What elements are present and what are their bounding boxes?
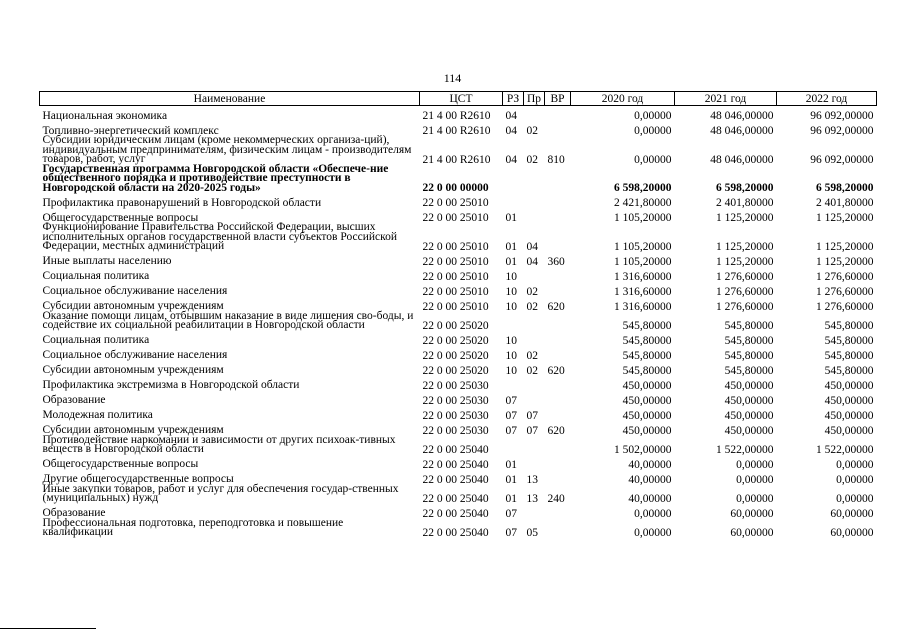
cell-2022: 0,00000 xyxy=(836,473,874,486)
cell-name: Профилактика экстремизма в Новгородской области xyxy=(42,379,300,391)
cell-vr xyxy=(545,519,571,538)
cell-name: Национальная экономика xyxy=(42,109,168,122)
cell-name: Профессиональная подготовка, переподготовка и повышение квалификации xyxy=(42,516,344,538)
cell-2020: 545,80000 xyxy=(622,319,672,332)
cell-vr xyxy=(545,406,571,421)
table-row xyxy=(40,223,877,252)
cell-2020: 1 105,20000 xyxy=(614,240,672,253)
cell-vr: 810 xyxy=(547,153,565,166)
cell-name: Социальная политика xyxy=(42,334,150,346)
cell-pr xyxy=(524,331,545,346)
cell-name: Общегосударственные вопросы xyxy=(42,458,199,470)
cell-cst: 22 0 00 25020 xyxy=(422,319,489,332)
cell-2021: 545,80000 xyxy=(724,349,774,362)
table-row xyxy=(40,346,877,361)
cell-cst: 22 0 00 25040 xyxy=(422,443,489,456)
cell-2020: 450,00000 xyxy=(622,379,672,392)
cell-pr: 13 xyxy=(526,492,538,505)
cell-rz: 10 xyxy=(505,300,517,313)
cell-vr: 620 xyxy=(547,424,565,437)
cell-rz xyxy=(503,312,524,331)
cell-rz: 07 xyxy=(505,394,517,407)
cell-name: Субсидии автономным учреждениям xyxy=(42,300,224,312)
cell-pr xyxy=(524,165,545,194)
cell-cst: 22 0 00 25040 xyxy=(422,526,489,539)
table-row xyxy=(40,391,877,406)
cell-vr xyxy=(545,282,571,297)
cell-vr xyxy=(545,346,571,361)
cell-2020: 450,00000 xyxy=(622,394,672,407)
cell-2022: 0,00000 xyxy=(836,492,874,505)
cell-cst: 21 4 00 R2610 xyxy=(422,153,491,166)
cell-name: Субсидии автономным учреждениям xyxy=(42,424,224,436)
cell-2021: 1 125,20000 xyxy=(716,255,774,268)
cell-pr xyxy=(524,106,545,122)
cell-2022: 1 276,60000 xyxy=(816,285,874,298)
cell-2021: 1 276,60000 xyxy=(716,270,774,283)
cell-cst: 22 0 00 25010 xyxy=(422,255,489,268)
cell-vr xyxy=(545,455,571,470)
cell-cst: 22 0 00 25020 xyxy=(422,334,489,347)
cell-2020: 545,80000 xyxy=(622,349,672,362)
cell-name: Государственная программа Новгородской области «Обеспече-ние общественного порядка и противодействие преступности в Новгородской области на 2020-2025 годы» xyxy=(42,162,389,194)
cell-2020: 1 105,20000 xyxy=(614,212,672,224)
cell-cst: 22 0 00 25030 xyxy=(422,409,489,422)
cell-vr xyxy=(545,193,571,208)
cell-name: Субсидии автономным учреждениям xyxy=(42,364,224,376)
cell-rz: 10 xyxy=(505,364,517,377)
cell-2021: 60,00000 xyxy=(730,526,774,539)
cell-rz xyxy=(503,436,524,455)
cell-2021: 0,00000 xyxy=(736,473,774,486)
cell-cst: 22 0 00 25020 xyxy=(422,364,489,377)
cell-rz: 01 xyxy=(505,212,517,224)
table-row xyxy=(40,312,877,331)
table-row xyxy=(40,106,877,122)
cell-rz: 01 xyxy=(505,473,517,486)
cell-name: Профилактика правонарушений в Новгородской области xyxy=(42,196,322,209)
cell-2022: 545,80000 xyxy=(824,334,874,347)
cell-2020: 40,00000 xyxy=(628,473,672,486)
cell-name: Иные закупки товаров, работ и услуг для обеспечения государ-ственных (муниципальных) нужд xyxy=(42,482,399,504)
cell-pr: 02 xyxy=(526,349,538,362)
cell-rz: 10 xyxy=(505,349,517,362)
cell-2022: 1 276,60000 xyxy=(816,270,874,283)
table-row xyxy=(40,136,877,165)
cell-cst: 22 0 00 25040 xyxy=(422,473,489,486)
cell-2022: 96 092,00000 xyxy=(810,125,874,137)
table-row xyxy=(40,252,877,267)
cell-2022: 1 125,20000 xyxy=(816,255,874,268)
cell-cst: 22 0 00 25010 xyxy=(422,212,489,224)
cell-pr xyxy=(524,267,545,282)
cell-pr: 07 xyxy=(526,424,538,437)
cell-2022: 545,80000 xyxy=(824,364,874,377)
header-name: Наименование xyxy=(40,92,420,106)
footnote-divider xyxy=(0,628,96,629)
cell-cst: 21 4 00 R2610 xyxy=(422,110,491,122)
cell-pr xyxy=(524,312,545,331)
cell-2020: 1 502,00000 xyxy=(614,443,672,456)
table-row xyxy=(40,519,877,538)
cell-vr xyxy=(545,312,571,331)
cell-vr xyxy=(545,165,571,194)
cell-2022: 6 598,20000 xyxy=(816,182,874,194)
table-row xyxy=(40,361,877,376)
cell-rz: 04 xyxy=(505,125,517,137)
cell-2022: 545,80000 xyxy=(824,319,874,332)
cell-2022: 1 522,00000 xyxy=(816,443,874,456)
cell-2020: 450,00000 xyxy=(622,424,672,437)
cell-vr xyxy=(545,106,571,122)
cell-rz: 01 xyxy=(505,255,517,268)
cell-rz: 01 xyxy=(505,492,517,505)
header-2021: 2021 год xyxy=(675,92,777,106)
cell-2022: 450,00000 xyxy=(824,394,874,407)
cell-name: Противодействие наркомании и зависимости от других психоак-тивных веществ в Новгородской области xyxy=(42,433,396,455)
table-row xyxy=(40,267,877,282)
cell-rz: 10 xyxy=(505,285,517,298)
cell-pr xyxy=(524,436,545,455)
cell-name: Иные выплаты населению xyxy=(42,255,172,267)
cell-rz xyxy=(503,376,524,391)
cell-2022: 96 092,00000 xyxy=(810,153,874,166)
cell-2021: 2 401,80000 xyxy=(716,197,774,209)
cell-rz xyxy=(503,193,524,208)
cell-2021: 545,80000 xyxy=(724,334,774,347)
cell-cst: 22 0 00 25020 xyxy=(422,349,489,362)
cell-vr xyxy=(545,331,571,346)
cell-2020: 1 316,60000 xyxy=(614,300,672,313)
cell-name: Функционирование Правительства Российской Федерации, высших исполнительных органов государственной власти субъектов Российской Федерации, местных администраций xyxy=(42,221,398,252)
cell-2021: 1 522,00000 xyxy=(716,443,774,456)
cell-name: Социальная политика xyxy=(42,270,150,282)
cell-cst: 22 0 00 25040 xyxy=(422,458,489,471)
cell-2021: 545,80000 xyxy=(724,364,774,377)
header-2022: 2022 год xyxy=(777,92,877,106)
cell-2022: 1 276,60000 xyxy=(816,300,874,313)
cell-2022: 1 125,20000 xyxy=(816,212,874,224)
table-row xyxy=(40,165,877,194)
table-row xyxy=(40,406,877,421)
cell-cst: 22 0 00 25040 xyxy=(422,507,489,520)
cell-pr xyxy=(524,193,545,208)
cell-vr xyxy=(545,391,571,406)
cell-2022: 96 092,00000 xyxy=(810,110,874,122)
cell-rz: 10 xyxy=(505,270,517,283)
cell-pr: 07 xyxy=(526,409,538,422)
cell-2021: 545,80000 xyxy=(724,319,774,332)
cell-2020: 450,00000 xyxy=(622,409,672,422)
cell-2021: 6 598,20000 xyxy=(716,182,774,194)
cell-cst: 22 0 00 25010 xyxy=(422,240,489,253)
table-row xyxy=(40,193,877,208)
cell-2020: 0,00000 xyxy=(634,110,672,122)
cell-2021: 1 276,60000 xyxy=(716,300,774,313)
cell-rz: 07 xyxy=(505,526,517,539)
cell-vr xyxy=(545,504,571,519)
cell-vr xyxy=(545,376,571,391)
cell-2022: 60,00000 xyxy=(830,507,874,520)
cell-vr xyxy=(545,436,571,455)
cell-2021: 450,00000 xyxy=(724,394,774,407)
cell-2022: 1 125,20000 xyxy=(816,240,874,253)
cell-vr: 620 xyxy=(547,300,565,313)
cell-pr: 02 xyxy=(526,125,538,137)
cell-vr: 620 xyxy=(547,364,565,377)
cell-cst: 22 0 00 25030 xyxy=(422,394,489,407)
budget-table xyxy=(39,91,877,538)
cell-2021: 48 046,00000 xyxy=(710,110,774,122)
cell-pr: 04 xyxy=(526,240,538,253)
cell-rz: 10 xyxy=(505,334,517,347)
cell-2021: 60,00000 xyxy=(730,507,774,520)
cell-cst: 22 0 00 25010 xyxy=(422,300,489,313)
cell-2020: 1 105,20000 xyxy=(614,255,672,268)
cell-2022: 545,80000 xyxy=(824,349,874,362)
cell-2022: 450,00000 xyxy=(824,424,874,437)
cell-name: Оказание помощи лицам, отбывшим наказание в виде лишения сво-боды, и содействие их социальной реабилитации в Новгородской области xyxy=(42,309,414,331)
cell-2021: 1 276,60000 xyxy=(716,285,774,298)
cell-2020: 2 421,80000 xyxy=(614,197,672,209)
header-pr: Пр xyxy=(524,92,545,106)
cell-2021: 0,00000 xyxy=(736,492,774,505)
cell-2020: 0,00000 xyxy=(634,507,672,520)
header-rz: РЗ xyxy=(503,92,524,106)
table-row xyxy=(40,331,877,346)
cell-2022: 0,00000 xyxy=(836,458,874,471)
cell-2021: 450,00000 xyxy=(724,424,774,437)
cell-vr xyxy=(545,121,571,136)
cell-cst: 22 0 00 25030 xyxy=(422,424,489,437)
cell-name: Субсидии юридическим лицам (кроме некоммерческих организа-ций), индивидуальным предпринимателям, физическим лицам - производителям товаров, работ, услуг xyxy=(42,134,412,165)
cell-vr xyxy=(545,470,571,485)
cell-2020: 545,80000 xyxy=(622,334,672,347)
cell-pr xyxy=(524,376,545,391)
table-row xyxy=(40,485,877,504)
cell-rz: 07 xyxy=(505,424,517,437)
cell-cst: 22 0 00 25010 xyxy=(422,270,489,283)
cell-rz: 04 xyxy=(505,153,517,166)
cell-2020: 40,00000 xyxy=(628,492,672,505)
cell-2021: 1 125,20000 xyxy=(716,212,774,224)
cell-pr xyxy=(524,455,545,470)
header-vr: ВР xyxy=(545,92,571,106)
cell-cst: 22 0 00 00000 xyxy=(422,182,489,194)
cell-rz: 01 xyxy=(505,240,517,253)
cell-pr: 02 xyxy=(526,364,538,377)
cell-vr xyxy=(545,208,571,223)
cell-cst: 22 0 00 25040 xyxy=(422,492,489,505)
cell-vr xyxy=(545,223,571,252)
cell-pr: 02 xyxy=(526,300,538,313)
cell-2021: 450,00000 xyxy=(724,379,774,392)
cell-2022: 450,00000 xyxy=(824,409,874,422)
cell-2020: 545,80000 xyxy=(622,364,672,377)
cell-vr: 240 xyxy=(547,492,565,505)
header-2020: 2020 год xyxy=(571,92,675,106)
cell-2021: 48 046,00000 xyxy=(710,153,774,166)
cell-name: Образование xyxy=(42,394,106,406)
cell-cst: 22 0 00 25010 xyxy=(422,197,489,209)
cell-name: Социальное обслуживание населения xyxy=(42,285,228,297)
cell-name: Молодежная политика xyxy=(42,409,153,421)
cell-pr: 05 xyxy=(526,526,538,539)
table-row xyxy=(40,436,877,455)
cell-pr xyxy=(524,208,545,223)
cell-2022: 450,00000 xyxy=(824,379,874,392)
cell-2021: 1 125,20000 xyxy=(716,240,774,253)
cell-pr: 02 xyxy=(526,153,538,166)
cell-name: Общегосударственные вопросы xyxy=(42,211,199,224)
cell-pr xyxy=(524,391,545,406)
cell-cst: 21 4 00 R2610 xyxy=(422,125,491,137)
table-row xyxy=(40,455,877,470)
cell-vr: 360 xyxy=(547,255,565,268)
cell-rz: 07 xyxy=(505,409,517,422)
cell-pr xyxy=(524,504,545,519)
cell-name: Другие общегосударственные вопросы xyxy=(42,473,234,485)
cell-2020: 1 316,60000 xyxy=(614,285,672,298)
cell-name: Образование xyxy=(42,507,106,519)
cell-vr xyxy=(545,267,571,282)
cell-rz: 01 xyxy=(505,458,517,471)
cell-pr: 13 xyxy=(526,473,538,486)
cell-cst: 22 0 00 25010 xyxy=(422,285,489,298)
cell-2022: 60,00000 xyxy=(830,526,874,539)
page-number: 114 xyxy=(443,71,462,85)
cell-2020: 0,00000 xyxy=(634,153,672,166)
cell-2020: 40,00000 xyxy=(628,458,672,471)
cell-pr: 02 xyxy=(526,285,538,298)
cell-2020: 0,00000 xyxy=(634,526,672,539)
cell-2020: 1 316,60000 xyxy=(614,270,672,283)
cell-2020: 6 598,20000 xyxy=(614,182,672,194)
cell-2021: 48 046,00000 xyxy=(710,125,774,137)
cell-2021: 450,00000 xyxy=(724,409,774,422)
cell-name: Социальное обслуживание населения xyxy=(42,349,228,361)
header-cst: ЦСТ xyxy=(420,92,503,106)
cell-2021: 0,00000 xyxy=(736,458,774,471)
table-row xyxy=(40,282,877,297)
table-body xyxy=(40,106,877,538)
cell-name: Топливно-энергетический комплекс xyxy=(42,124,219,137)
cell-rz xyxy=(503,165,524,194)
table-row xyxy=(40,376,877,391)
cell-rz: 04 xyxy=(505,110,517,122)
cell-2020: 0,00000 xyxy=(634,125,672,137)
cell-pr: 04 xyxy=(526,255,538,268)
cell-rz: 07 xyxy=(505,507,517,520)
cell-cst: 22 0 00 25030 xyxy=(422,379,489,392)
cell-2022: 2 401,80000 xyxy=(816,197,874,209)
header-row xyxy=(40,92,877,106)
